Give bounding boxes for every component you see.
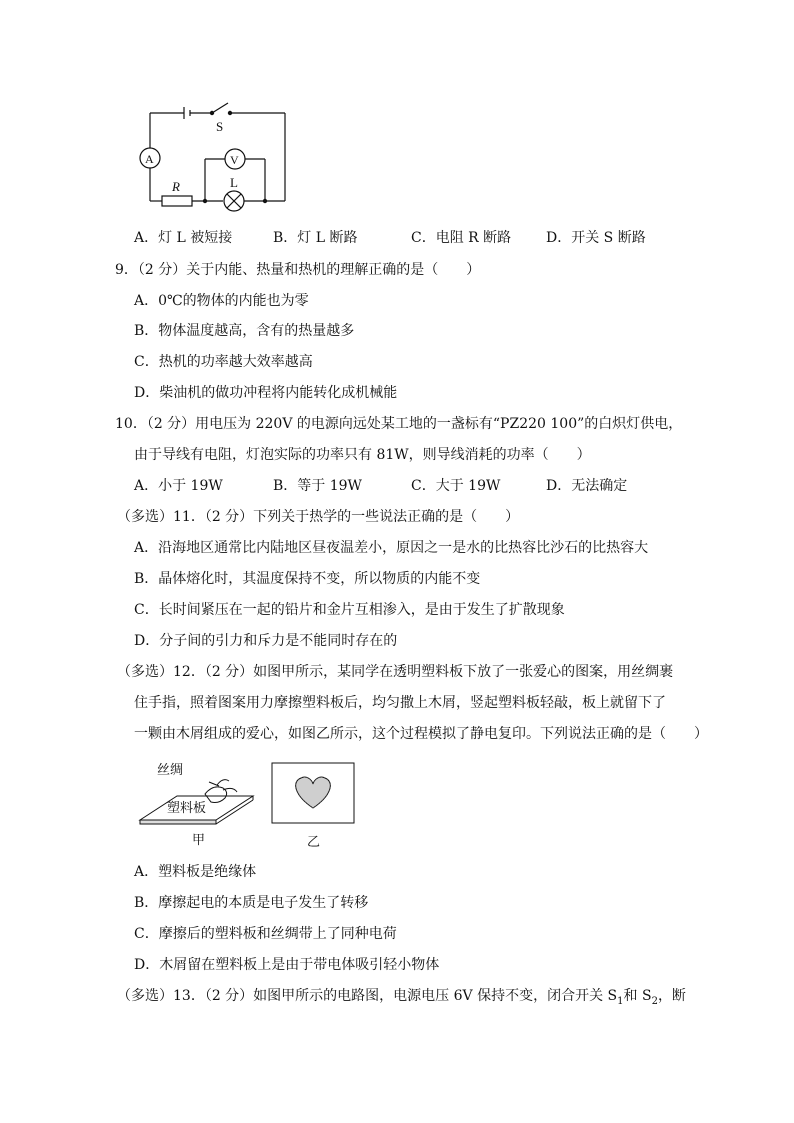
- fig-plate-label: 塑料板: [167, 800, 207, 815]
- resistor-label: R: [172, 179, 180, 194]
- q8-option-c: C．电阻 R 断路: [411, 230, 512, 246]
- q9-option-b: B．物体温度越高，含有的热量越多: [134, 323, 355, 339]
- lamp-label: L: [230, 175, 238, 190]
- fig-silk-label: 丝绸: [157, 762, 184, 777]
- q12-option-a: A．塑料板是绝缘体: [134, 864, 257, 880]
- fig-yi-label: 乙: [307, 834, 321, 849]
- q12-stem-line1: （多选）12．（2 分）如图甲所示，某同学在透明塑料板下放了一张爱心的图案，用丝绸裹: [117, 664, 674, 680]
- q10-option-d: D．无法确定: [546, 478, 628, 494]
- q12-option-b: B．摩擦起电的本质是电子发生了转移: [134, 895, 369, 911]
- fig-jia-label: 甲: [192, 832, 206, 847]
- q11-option-d: D．分子间的引力和斥力是不能同时存在的: [134, 633, 398, 649]
- q12-figure: [135, 758, 365, 853]
- q13-stem-post: ，断: [657, 988, 686, 1004]
- q13-sub2: 2: [651, 995, 658, 1007]
- q9-option-d: D．柴油机的做功冲程将内能转化成机械能: [134, 385, 398, 401]
- q10-option-a: A．小于 19W: [134, 478, 223, 494]
- q12-stem-line3: 一颗由木屑组成的爱心，如图乙所示，这个过程模拟了静电复印。下列说法正确的是（ ）: [134, 726, 708, 742]
- q9-option-a: A．0℃的物体的内能也为零: [134, 293, 309, 309]
- q9-stem: 9．（2 分）关于内能、热量和热机的理解正确的是（ ）: [115, 262, 481, 278]
- ammeter-label: A: [145, 152, 154, 166]
- q13-stem-pre: （多选）13．（2 分）如图甲所示的电路图，电源电压 6V 保持不变，闭合开关 S: [117, 988, 618, 1004]
- q11-option-b: B．晶体熔化时，其温度保持不变，所以物质的内能不变: [134, 571, 481, 587]
- q12-option-d: D．木屑留在塑料板上是由于带电体吸引轻小物体: [134, 957, 440, 973]
- q8-option-d: D．开关 S 断路: [546, 230, 646, 246]
- q13-stem-mid: 和 S: [623, 988, 652, 1004]
- voltmeter-label: V: [230, 153, 239, 167]
- q11-option-c: C．长时间紧压在一起的铅片和金片互相渗入，是由于发生了扩散现象: [134, 602, 565, 618]
- q12-stem-line2: 住手指，照着图案用力摩擦塑料板后，均匀撒上木屑，竖起塑料板轻敲，板上就留下了: [134, 695, 666, 711]
- q12-option-c: C．摩擦后的塑料板和丝绸带上了同种电荷: [134, 926, 397, 942]
- q10-option-c: C．大于 19W: [411, 478, 501, 494]
- q8-option-b: B．灯 L 断路: [273, 230, 358, 246]
- q10-stem-line2: 由于导线有电阻，灯泡实际的功率只有 81W，则导线消耗的功率（ ）: [134, 447, 591, 463]
- q10-stem-line1: 10．（2 分）用电压为 220V 的电源向远处某工地的一盏标有“PZ220 100”的白炽灯供电，: [115, 416, 683, 432]
- q11-option-a: A．沿海地区通常比内陆地区昼夜温差小，原因之一是水的比热容比沙石的比热容大: [134, 540, 649, 556]
- q13-stem: [117, 986, 686, 1012]
- q8-option-a: A．灯 L 被短接: [134, 230, 233, 246]
- q13-sub1: 1: [617, 995, 624, 1007]
- switch-label: S: [216, 119, 224, 134]
- circuit-diagram: [130, 95, 300, 215]
- q11-stem: （多选）11．（2 分）下列关于热学的一些说法正确的是（ ）: [117, 509, 520, 525]
- q10-option-b: B．等于 19W: [273, 478, 362, 494]
- q9-option-c: C．热机的功率越大效率越高: [134, 354, 313, 370]
